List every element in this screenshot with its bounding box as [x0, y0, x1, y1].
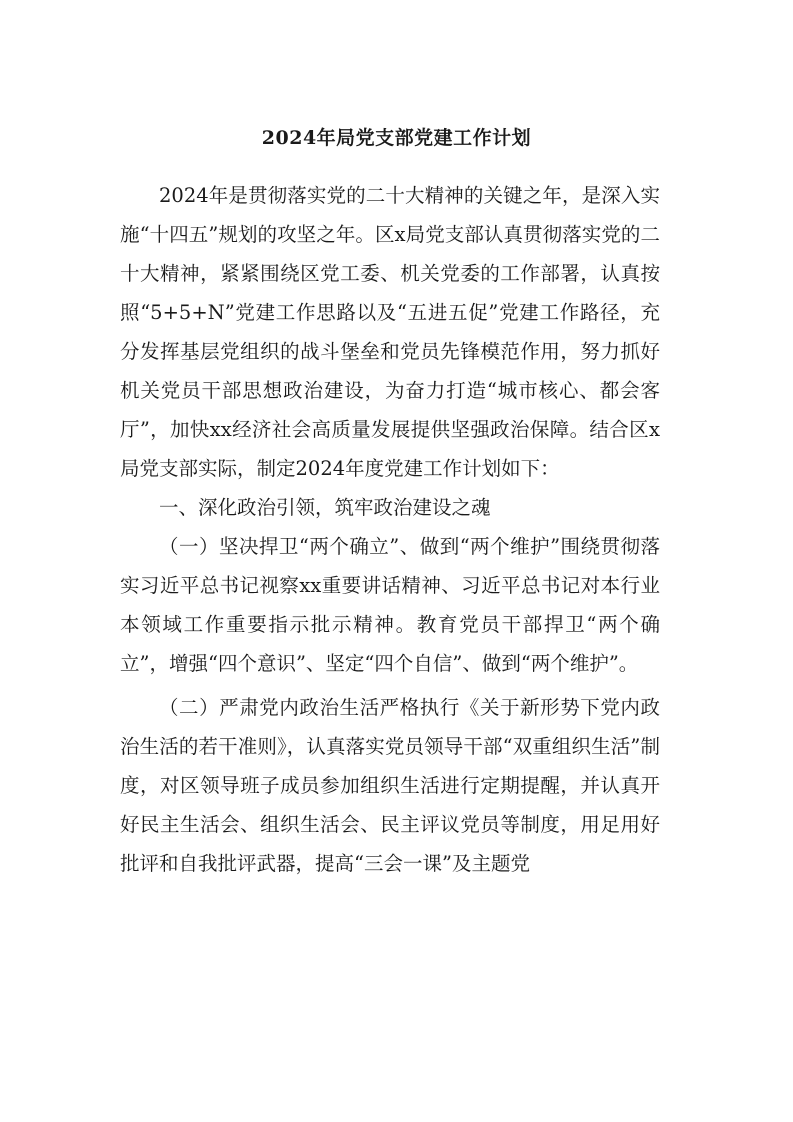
section-heading: 一、深化政治引领，筑牢政治建设之魂: [159, 496, 491, 519]
document-title: 2024年局党支部党建工作计划: [261, 127, 532, 149]
intro-paragraph: 2024年是贯彻落实党的二十大精神的关键之年，是深入实施“十四五”规划的攻坚之年。区x局党支部认真贯彻落实党的二十大精神，紧紧围绕区党工委、机关党委的工作部署，认真按照“5+5+N”党建工作思路以及“五进五促”党建工作路径，充分发挥基层党组织的战斗堡垒和党员先锋模范作用，努力抓好机关党员干部思想政治建设，为奋力打造“城市核心、都会客厅”，加快xx经济社会高质量发展提供坚强政治保障。结合区x局党支部实际，制定2024年度党建工作计划如下：: [120, 184, 660, 480]
subsection-paragraph-1: （一）坚决捍卫“两个确立”、做到“两个维护”围绕贯彻落实习近平总书记视察xx重要讲话精神、习近平总书记对本行业本领域工作重要指示批示精神。教育党员干部捍卫“两个确立”，增强“四个意识”、坚定“四个自信”、做到“两个维护”。: [120, 535, 660, 675]
subsection-paragraph-2: （二）严肃党内政治生活严格执行《关于新形势下党内政治生活的若干准则》，认真落实党员领导干部“双重组织生活”制度，对区领导班子成员参加组织生活进行定期提醒，并认真开好民主生活会、组织生活会、民主评议党员等制度，用足用好批评和自我批评武器，提高“三会一课”及主题党: [120, 696, 660, 875]
document-body: [120, 176, 660, 883]
